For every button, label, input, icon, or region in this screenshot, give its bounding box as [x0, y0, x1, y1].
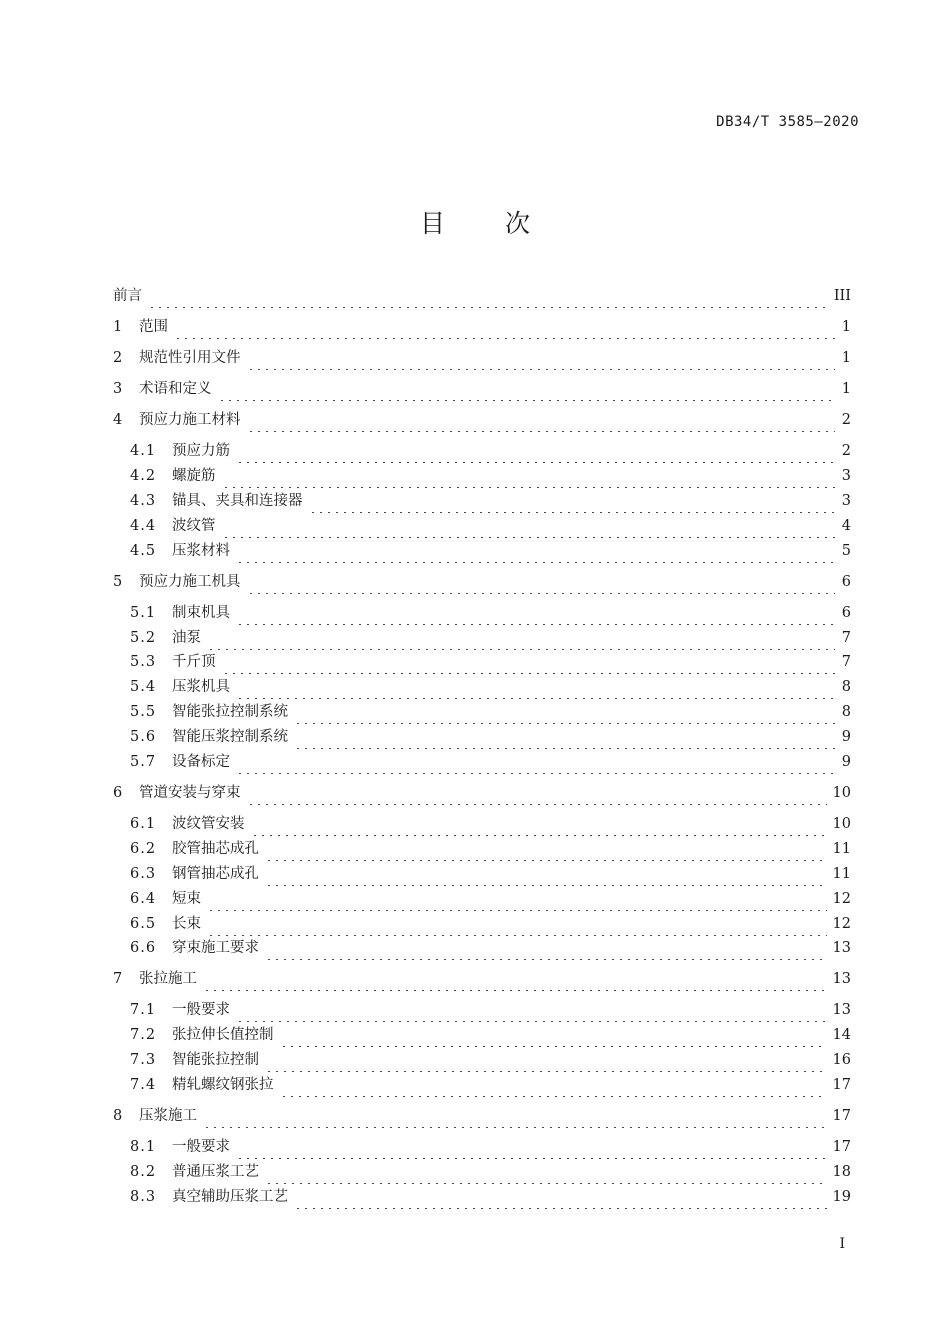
toc-entry-page: 11: [832, 866, 851, 882]
toc-entry-number: 4.3: [130, 493, 157, 509]
toc-entry-title: 压浆机具: [172, 679, 230, 695]
toc-entry-title: 短束: [172, 891, 201, 907]
toc-entry-number: 5: [113, 574, 123, 590]
toc-entry-page: 7: [841, 630, 851, 646]
toc-entry-title: 波纹管安装: [172, 816, 245, 832]
toc-entry[interactable]: [113, 284, 851, 308]
dot-leader: [207, 887, 827, 911]
toc-entry[interactable]: [130, 601, 851, 625]
toc-entry-number: 5.7: [130, 754, 157, 770]
toc-entry-number: 7.4: [130, 1077, 157, 1093]
toc-entry[interactable]: [130, 887, 851, 911]
toc-entry-number: 6: [113, 785, 123, 801]
toc-entry-page: 13: [832, 1002, 851, 1018]
toc-entry-number: 2: [113, 350, 123, 366]
toc-entry-title: 胶管抽芯成孔: [172, 841, 259, 857]
toc-entry-page: 3: [841, 468, 851, 484]
toc-entry-number: 4.1: [130, 443, 157, 459]
toc-entry-page: III: [833, 288, 851, 304]
toc-entry-page: 5: [841, 543, 851, 559]
dot-leader: [294, 700, 835, 724]
dot-leader: [222, 464, 836, 488]
toc-entry-number: 8.2: [130, 1164, 157, 1180]
toc-entry-page: 2: [841, 443, 851, 459]
toc-entry-title: 范围: [139, 319, 168, 335]
toc-entry-page: 7: [841, 654, 851, 670]
toc-entry[interactable]: [130, 675, 851, 699]
toc-entry-number: 5.6: [130, 729, 157, 745]
toc-entry-page: 1: [841, 381, 851, 397]
toc-entry-page: 14: [832, 1027, 851, 1043]
toc-entry-title: 穿束施工要求: [172, 940, 259, 956]
dot-leader: [203, 1104, 827, 1128]
dot-leader: [222, 514, 836, 538]
dot-leader: [218, 377, 836, 401]
toc-entry-title: 钢管抽芯成孔: [172, 866, 259, 882]
toc-entry[interactable]: [130, 725, 851, 749]
toc-entry-title: 一般要求: [172, 1002, 230, 1018]
toc-entry-number: 7.2: [130, 1027, 157, 1043]
toc-entry-title: 预应力筋: [172, 443, 230, 459]
dot-leader: [251, 812, 827, 836]
toc-entry[interactable]: [130, 439, 851, 463]
dot-leader: [236, 601, 835, 625]
toc-entry-number: 5.4: [130, 679, 157, 695]
page-number: I: [839, 1236, 845, 1252]
toc-entry-page: 16: [832, 1052, 851, 1068]
toc-entry-page: 1: [841, 319, 851, 335]
toc-entry-number: 6.5: [130, 916, 157, 932]
toc-entry-number: 6.1: [130, 816, 157, 832]
toc-entry-title: 智能压浆控制系统: [172, 729, 288, 745]
toc-entry-number: 6.3: [130, 866, 157, 882]
toc-entry[interactable]: [113, 1104, 851, 1128]
dot-leader: [236, 675, 835, 699]
toc-entry[interactable]: [130, 464, 851, 488]
toc-entry-page: 13: [832, 971, 851, 987]
toc-entry-page: 17: [832, 1139, 851, 1155]
toc-entry[interactable]: [130, 912, 851, 936]
toc-entry-title: 长束: [172, 916, 201, 932]
toc-entry-page: 9: [841, 754, 851, 770]
toc-entry-page: 4: [841, 518, 851, 534]
toc-entry-title: 压浆施工: [139, 1108, 197, 1124]
dot-leader: [207, 912, 827, 936]
toc-entry[interactable]: [130, 700, 851, 724]
dot-leader: [247, 346, 836, 370]
dot-leader: [222, 650, 836, 674]
toc-entry-title: 规范性引用文件: [139, 350, 241, 366]
toc-entry-number: 8.1: [130, 1139, 157, 1155]
dot-leader: [236, 539, 835, 563]
dot-leader: [280, 1073, 827, 1097]
dot-leader: [247, 781, 827, 805]
toc-entry-title: 螺旋筋: [172, 468, 216, 484]
toc-entry-page: 10: [832, 816, 851, 832]
toc-entry-number: 7.1: [130, 1002, 157, 1018]
toc-entry-number: 6.6: [130, 940, 157, 956]
toc-entry[interactable]: [113, 781, 851, 805]
dot-leader: [265, 1048, 827, 1072]
toc-entry[interactable]: [130, 539, 851, 563]
toc-entry-number: 6.4: [130, 891, 157, 907]
toc-entry-title: 预应力施工机具: [139, 574, 241, 590]
toc-entry-page: 6: [841, 574, 851, 590]
toc-entry[interactable]: [130, 1073, 851, 1097]
dot-leader: [236, 998, 827, 1022]
toc-entry[interactable]: [130, 1135, 851, 1159]
toc-entry[interactable]: [130, 1048, 851, 1072]
dot-leader: [294, 725, 835, 749]
toc-entry-number: 5.2: [130, 630, 157, 646]
toc-entry-page: 13: [832, 940, 851, 956]
dot-leader: [265, 936, 827, 960]
toc-entry-title: 真空辅助压浆工艺: [172, 1189, 288, 1205]
toc-entry-number: 1: [113, 319, 123, 335]
toc-entry-number: 8.3: [130, 1189, 157, 1205]
dot-leader: [265, 1160, 827, 1184]
toc-entry-number: 8: [113, 1108, 123, 1124]
toc-entry-title: 千斤顶: [172, 654, 216, 670]
toc-entry[interactable]: [113, 315, 851, 339]
toc-entry-number: 7: [113, 971, 123, 987]
dot-leader: [265, 862, 827, 886]
toc-entry-title: 张拉施工: [139, 971, 197, 987]
toc-entry[interactable]: [130, 626, 851, 650]
toc-entry-title: 前言: [113, 288, 142, 304]
toc-entry[interactable]: [130, 862, 851, 886]
toc-entry-page: 2: [841, 412, 851, 428]
toc-entry-page: 8: [841, 704, 851, 720]
toc-entry-page: 12: [832, 916, 851, 932]
toc-entry-title: 设备标定: [172, 754, 230, 770]
toc-entry-number: 7.3: [130, 1052, 157, 1068]
toc-entry-page: 6: [841, 605, 851, 621]
toc-entry-title: 精轧螺纹钢张拉: [172, 1077, 274, 1093]
toc-entry-page: 18: [832, 1164, 851, 1180]
toc-entry[interactable]: [130, 812, 851, 836]
dot-leader: [294, 1185, 827, 1209]
toc-entry-number: 5.1: [130, 605, 157, 621]
toc-entry-page: 11: [832, 841, 851, 857]
toc-entry-page: 10: [832, 785, 851, 801]
toc-entry[interactable]: [130, 936, 851, 960]
dot-leader: [247, 408, 836, 432]
toc-entry-number: 4.5: [130, 543, 157, 559]
toc-entry[interactable]: [130, 650, 851, 674]
toc-title: 目 次: [420, 209, 556, 238]
toc-entry[interactable]: [130, 489, 851, 513]
toc-entry-number: 4.2: [130, 468, 157, 484]
toc-entry[interactable]: [130, 837, 851, 861]
toc-entry-title: 普通压浆工艺: [172, 1164, 259, 1180]
toc-entry-page: 3: [841, 493, 851, 509]
toc-entry[interactable]: [113, 408, 851, 432]
toc-entry[interactable]: [113, 570, 851, 594]
dot-leader: [280, 1023, 827, 1047]
toc-entry[interactable]: [130, 514, 851, 538]
toc-entry-number: 5.3: [130, 654, 157, 670]
dot-leader: [236, 1135, 827, 1159]
toc-entry-page: 19: [832, 1189, 851, 1205]
dot-leader: [247, 570, 836, 594]
toc-entry-number: 4.4: [130, 518, 157, 534]
toc-entry[interactable]: [130, 750, 851, 774]
dot-leader: [309, 489, 836, 513]
toc-entry-title: 张拉伸长值控制: [172, 1027, 274, 1043]
toc-entry-title: 波纹管: [172, 518, 216, 534]
toc-entry-page: 17: [832, 1108, 851, 1124]
toc-entry-title: 油泵: [172, 630, 201, 646]
toc-entry[interactable]: [113, 967, 851, 991]
toc-entry[interactable]: [130, 1160, 851, 1184]
toc-entry[interactable]: [113, 377, 851, 401]
document-code: DB34/T 3585—2020: [716, 114, 859, 130]
toc-entry-page: 17: [832, 1077, 851, 1093]
toc-entry[interactable]: [130, 998, 851, 1022]
dot-leader: [265, 837, 827, 861]
toc-entry-title: 管道安装与穿束: [139, 785, 241, 801]
toc-entry-title: 术语和定义: [139, 381, 212, 397]
dot-leader: [174, 315, 835, 339]
toc-entry[interactable]: [130, 1023, 851, 1047]
toc-entry-title: 压浆材料: [172, 543, 230, 559]
toc-entry-title: 预应力施工材料: [139, 412, 241, 428]
toc-entry[interactable]: [130, 1185, 851, 1209]
toc-entry-number: 6.2: [130, 841, 157, 857]
toc-entry-page: 1: [841, 350, 851, 366]
toc-entry-number: 5.5: [130, 704, 157, 720]
dot-leader: [203, 967, 827, 991]
toc-entry-page: 8: [841, 679, 851, 695]
toc-entry-title: 智能张拉控制系统: [172, 704, 288, 720]
toc-entry[interactable]: [113, 346, 851, 370]
toc-entry-title: 一般要求: [172, 1139, 230, 1155]
dot-leader: [236, 750, 835, 774]
toc-entry-title: 锚具、夹具和连接器: [172, 493, 303, 509]
toc-entry-title: 智能张拉控制: [172, 1052, 259, 1068]
toc-entry-page: 12: [832, 891, 851, 907]
toc-entry-number: 4: [113, 412, 123, 428]
dot-leader: [207, 626, 835, 650]
dot-leader: [236, 439, 835, 463]
toc-entry-title: 制束机具: [172, 605, 230, 621]
toc-entry-number: 3: [113, 381, 123, 397]
toc-entry-page: 9: [841, 729, 851, 745]
dot-leader: [148, 284, 828, 308]
